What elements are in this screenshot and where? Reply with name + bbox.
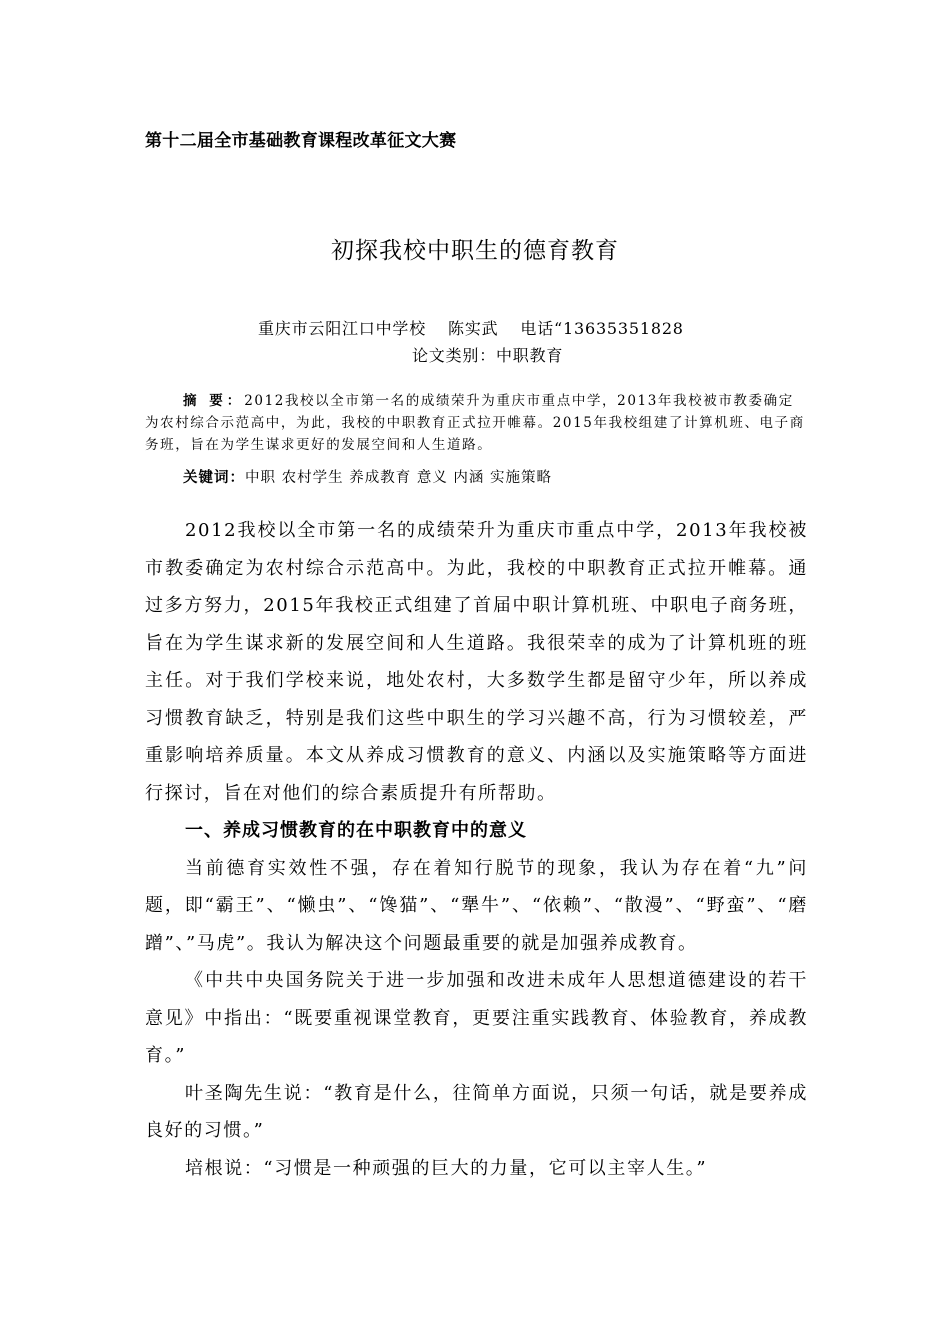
abstract-text: 2012我校以全市第一名的成绩荣升为重庆市重点中学，2013年我校被市教委确定为农村综合示范高中，为此，我校的中职教育正式拉开帷幕。2015年我校组建了计算机班、电子商务班，旨在为学生谋求更好的发展空间和人生道路。 (145, 393, 805, 453)
paragraph: 培根说：“习惯是一种顽强的巨大的力量，它可以主宰人生。” (185, 1157, 708, 1179)
body-text (145, 512, 808, 1187)
page-title: 初探我校中职生的德育教育 (331, 238, 619, 264)
keywords-label: 关键词： (183, 470, 245, 486)
keywords-text: 中职 农村学生 养成教育 意义 内涵 实施策略 (245, 470, 553, 486)
author-line (258, 316, 684, 339)
keywords (183, 466, 552, 487)
contest-header: 第十二届全市基础教育课程改革征文大赛 (145, 131, 457, 151)
author-phone: 电话“13635351828 (520, 319, 684, 338)
author-name: 陈实武 (448, 319, 499, 338)
abstract-label: 摘 要： (183, 393, 245, 409)
paragraph: 当前德育实效性不强，存在着知行脱节的现象，我认为存在着“九”问题，即“霸王”、“懒虫”、“馋猫”、“犟牛”、“依赖”、“散漫”、“野蛮”、“磨蹭”、”马虎”。我认为解决这个问题最重要的就是加强养成教育。 (145, 857, 808, 954)
abstract (145, 390, 808, 456)
paragraph: 《中共中央国务院关于进一步加强和改进未成年人思想道德建设的若干意见》中指出：“既要重视课堂教育，更要注重实践教育、体验教育，养成教育。” (145, 970, 808, 1066)
paragraph: 叶圣陶先生说：“教育是什么，往简单方面说，只须一句话，就是要养成良好的习惯。” (145, 1082, 808, 1141)
section-heading: 一、养成习惯教育的在中职教育中的意义 (185, 820, 527, 841)
paper-category: 论文类别：中职教育 (412, 346, 564, 365)
author-school: 重庆市云阳江口中学校 (258, 319, 427, 338)
paragraph: 2012我校以全市第一名的成绩荣升为重庆市重点中学，2013年我校被市教委确定为农村综合示范高中。为此，我校的中职教育正式拉开帷幕。通过多方努力，2015年我校正式组建了首届中职计算机班、中职电子商务班，旨在为学生谋求新的发展空间和人生道路。我很荣幸的成为了计算机班的班主任。对于我们学校来说，地处农村，大多数学生都是留守少年，所以养成习惯教育缺乏，特别是我们这些中职生的学习兴趣不高，行为习惯较差，严重影响培养质量。本文从养成习惯教育的意义、内涵以及实施策略等方面进行探讨，旨在对他们的综合素质提升有所帮助。 (145, 520, 808, 804)
